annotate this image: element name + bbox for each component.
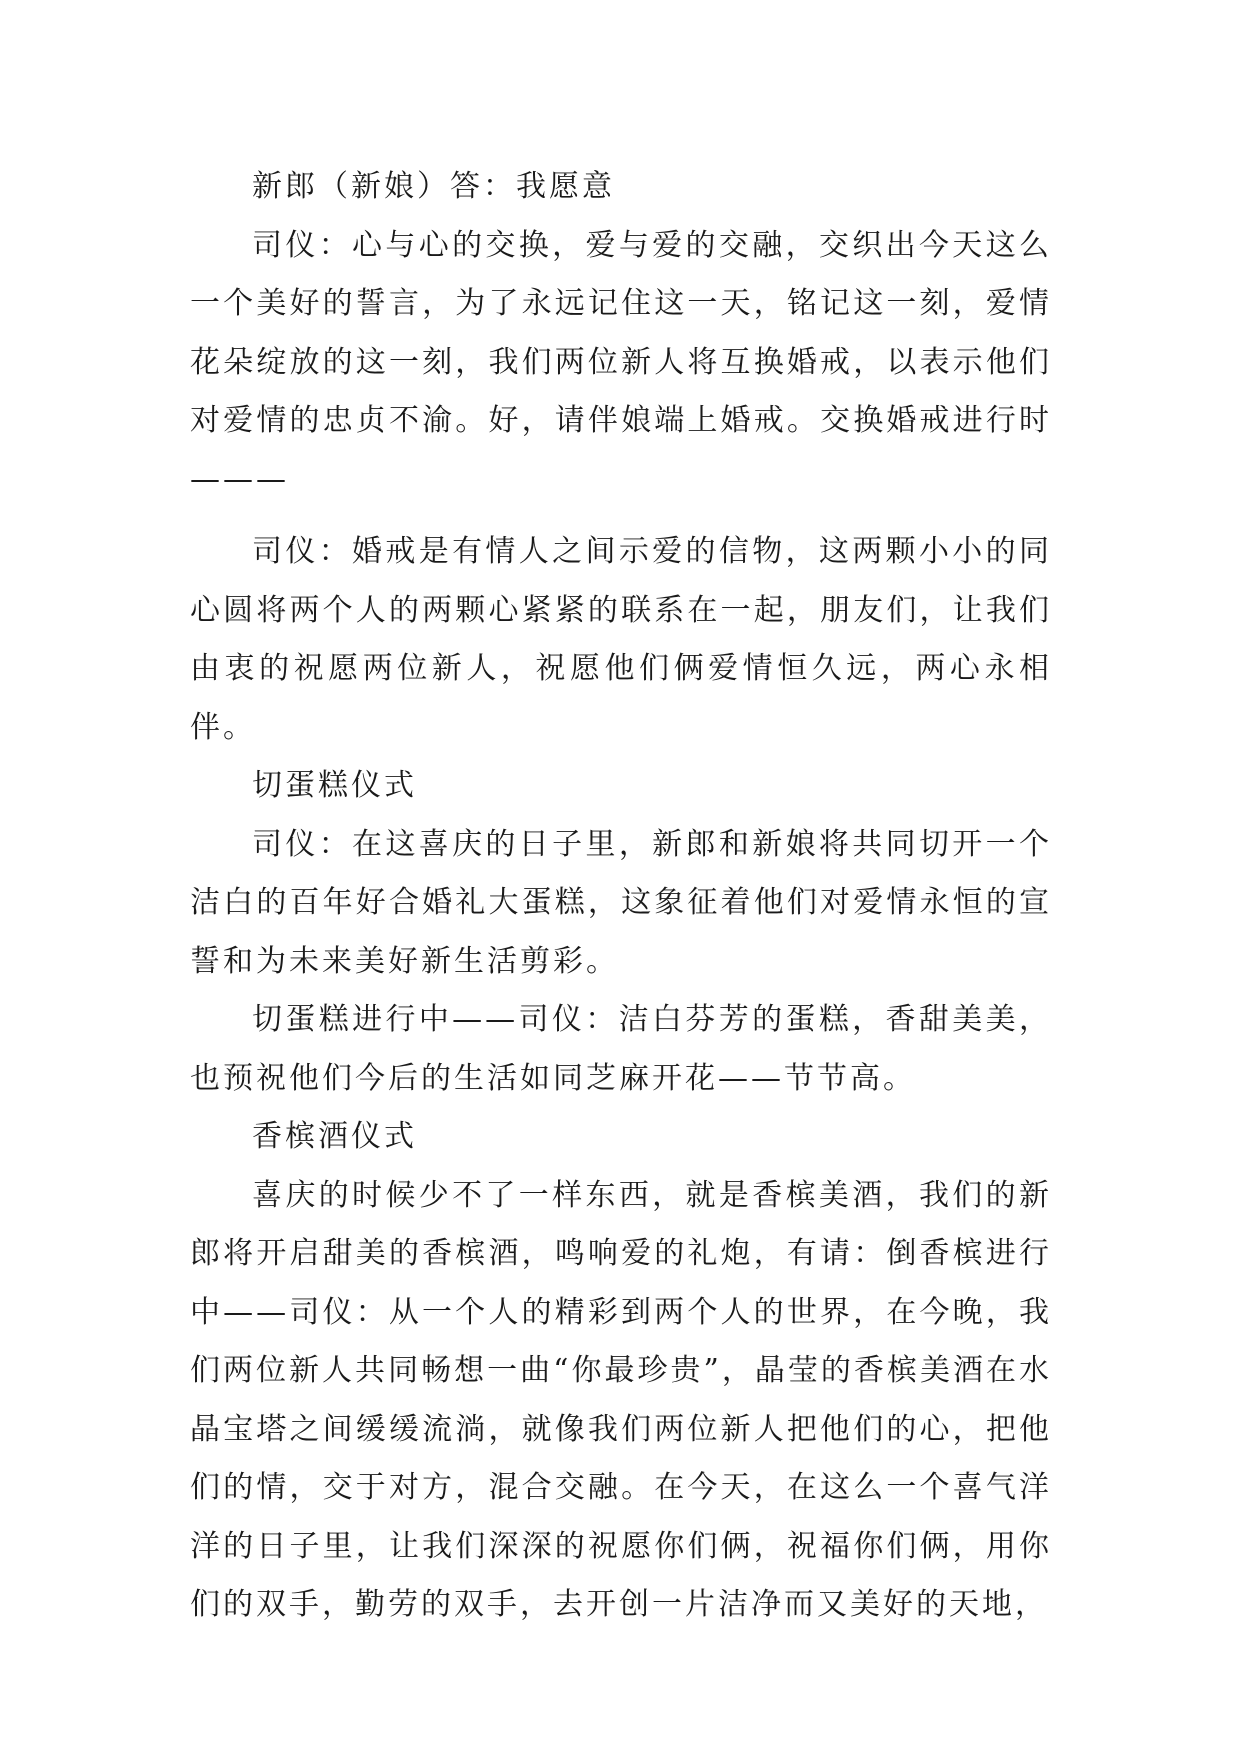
paragraph-groom-answer: 新郎（新娘）答：我愿意 <box>252 169 615 204</box>
document-body <box>190 158 1052 1635</box>
heading-cake-ceremony: 切蛋糕仪式 <box>252 768 417 803</box>
paragraph-champagne: 喜庆的时候少不了一样东西，就是香槟美酒，我们的新郎将开启甜美的香槟酒，鸣响爱的礼炮，有请：倒香槟进行中——司仪：从一个人的精彩到两个人的世界，在今晚，我们两位新人共同畅想一曲“你最珍贵”，晶莹的香槟美酒在水晶宝塔之间缓缓流淌，就像我们两位新人把他们的心，把他们的情，交于对方，混合交融。在今天，在这么一个喜气洋洋的日子里，让我们深深的祝愿你们俩，祝福你们俩，用你们的双手，勤劳的双手，去开创一片洁净而又美好的天地， <box>190 1177 1052 1622</box>
paragraph-cake-intro: 司仪：在这喜庆的日子里，新郎和新娘将共同切开一个洁白的百年好合婚礼大蛋糕，这象征着他们对爱情永恒的宣誓和为未来美好新生活剪彩。 <box>190 826 1052 979</box>
paragraph-cake-cutting: 切蛋糕进行中——司仪：洁白芬芳的蛋糕，香甜美美，也预祝他们今后的生活如同芝麻开花——节节高。 <box>190 1002 1052 1096</box>
paragraph-ring-exchange: 司仪：心与心的交换，爱与爱的交融，交织出今天这么一个美好的誓言，为了永远记住这一天，铭记这一刻，爱情花朵绽放的这一刻，我们两位新人将互换婚戒，以表示他们对爱情的忠贞不渝。好，请伴娘端上婚戒。交换婚戒进行时——— <box>190 227 1052 497</box>
heading-champagne-ceremony: 香槟酒仪式 <box>252 1119 417 1154</box>
paragraph-ring-meaning: 司仪：婚戒是有情人之间示爱的信物，这两颗小小的同心圆将两个人的两颗心紧紧的联系在一起，朋友们，让我们由衷的祝愿两位新人，祝愿他们俩爱情恒久远，两心永相伴。 <box>190 534 1052 745</box>
